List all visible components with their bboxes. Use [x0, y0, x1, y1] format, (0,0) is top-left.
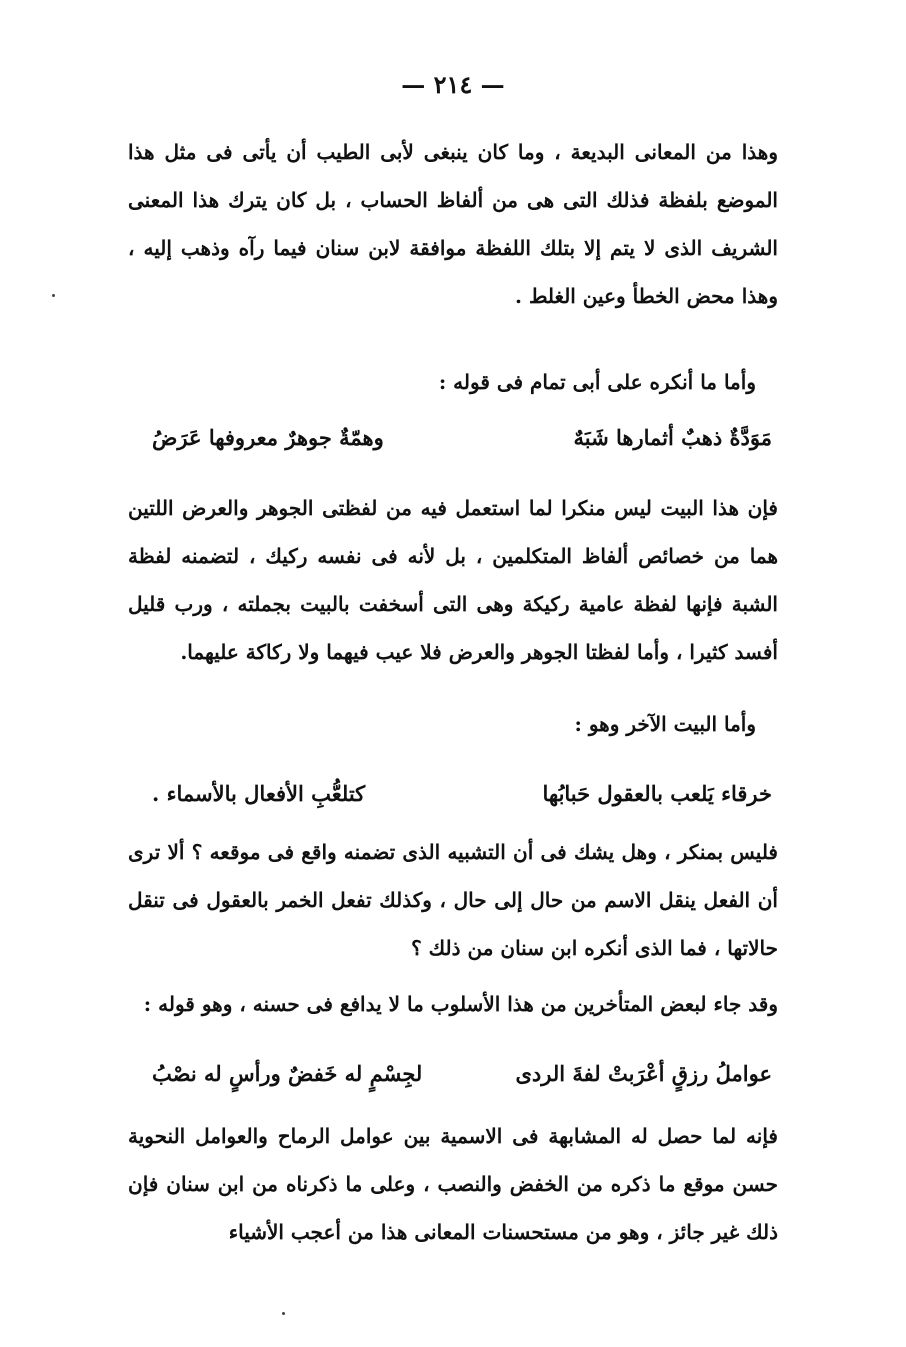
- verse-1: [72, 418, 832, 458]
- paragraph-4: وقد جاء لبعض المتأخرين من هذا الأسلوب ما لا يدافع فى حسنه ، وهو قوله :: [143, 992, 778, 1016]
- verse-3-first-hemistich: عواملُ رزقٍ أعْرَبتْ لفةَ الردى: [515, 1061, 772, 1086]
- paragraph-5: فإنه لما حصل له المشابهة فى الاسمية بين عوامل الرماح والعوامل النحوية حسن موقع ما ذكره من الخفض والنصب ، وعلى ما ذكرناه من ابن سنان فإن ذلك غير جائز ، وهو من مستحسنات المعانى هذا من أعجب الأشياء: [128, 1124, 778, 1244]
- heading-abu-tammam: وأما ما أنكره على أبى تمام فى قوله :: [438, 370, 756, 394]
- verse-3-second-hemistich: لجِسْمٍ له خَفضٌ ورأسٍ له نصْبُ: [152, 1061, 423, 1086]
- verse-2-first-hemistich: خرقاء يَلعب بالعقول حَبابُها: [542, 781, 772, 806]
- scan-speck: [282, 1312, 285, 1315]
- verse-1-second-hemistich: وهمّةٌ جوهرٌ معروفها عَرَضُ: [152, 425, 384, 450]
- verse-2-second-hemistich: كتلعُّبِ الأفعال بالأسماء .: [152, 781, 366, 806]
- paragraph-1: وهذا من المعانى البديعة ، وما كان ينبغى لأبى الطيب أن يأتى فى مثل هذا الموضع بلفظة فذلك التى هى من ألفاظ الحساب ، بل كان يترك هذا المعنى الشريف الذى لا يتم إلا بتلك اللفظة موافقة لابن سنان فيما رآه وذهب إليه ، وهذا محض الخطأ وعين الغلط .: [128, 140, 778, 308]
- scan-speck: [52, 294, 55, 297]
- verse-3: [72, 1054, 832, 1094]
- paragraph-3: فليس بمنكر ، وهل يشك فى أن التشبيه الذى تضمنه واقع فى موقعه ؟ ألا ترى أن الفعل ينقل الاسم من حال إلى حال ، وكذلك تفعل الخمر بالعقول فى تنقل حالاتها ، فما الذى أنكره ابن سنان من ذلك ؟: [128, 840, 778, 960]
- paragraph-2: فإن هذا البيت ليس منكرا لما استعمل فيه من لفظتى الجوهر والعرض اللتين هما من خصائص ألفاظ المتكلمين ، بل لأنه فى نفسه ركيك ، لتضمنه لفظة الشبة فإنها لفظة عامية ركيكة وهى التى أسخفت بالبيت بجملته ، ورب قليل أفسد كثيرا ، وأما لفظتا الجوهر والعرض فلا عيب فيهما ولا ركاكة عليهما.: [128, 496, 778, 664]
- heading-other-verse: وأما البيت الآخر وهو :: [574, 712, 756, 736]
- verse-1-first-hemistich: مَوَدَّةٌ ذهبٌ أثمارها شَبَهٌ: [573, 425, 772, 450]
- page-number: — ٢١٤ —: [401, 70, 505, 99]
- verse-2: [72, 774, 832, 814]
